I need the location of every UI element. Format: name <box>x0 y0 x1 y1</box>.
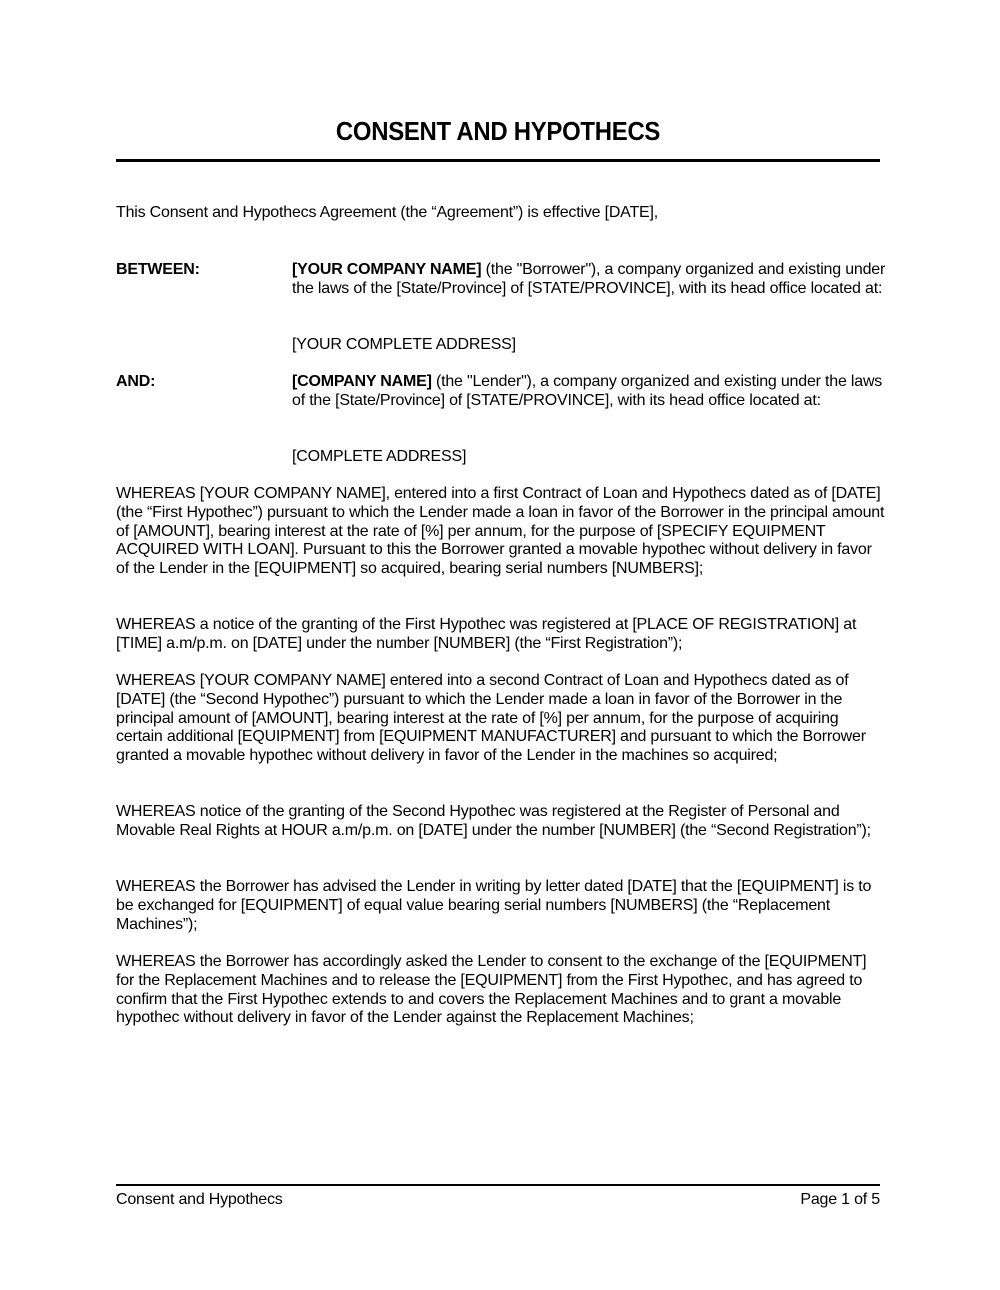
whereas-clause-2: WHEREAS a notice of the granting of the First Hypothec was registered at [PLACE OF REGISTRATION] at [TIME] a.m/p.m. on [DATE] under the number [NUMBER] (the “First Registration”); <box>116 616 857 652</box>
party-address: [COMPLETE ADDRESS] <box>292 448 467 465</box>
title-divider <box>116 159 880 162</box>
footer-divider <box>116 1184 880 1186</box>
party-description <box>292 261 886 299</box>
whereas-clause-4: WHEREAS notice of the granting of the Second Hypothec was registered at the Register of Personal and Movable Real Rights at HOUR a.m/p.m. on [DATE] under the number [NUMBER] (the “Second Registration”); <box>116 803 871 839</box>
intro-paragraph: This Consent and Hypothecs Agreement (the “Agreement”) is effective [DATE], <box>116 204 658 221</box>
whereas-clause-6: WHEREAS the Borrower has accordingly asked the Lender to consent to the exchange of the [EQUIPMENT] for the Replacement Machines and to release the [EQUIPMENT] from the First Hypothec, and has agreed to confirm that the First Hypothec extends to and covers the Replacement Machines and to grant a movable hypothec without delivery in favor of the Lender against the Replacement Machines; <box>116 953 867 1027</box>
party-label: AND: <box>116 373 156 390</box>
whereas-clause-1: WHEREAS [YOUR COMPANY NAME], entered into a first Contract of Loan and Hypothecs dated as of [DATE] (the “First Hypothec”) pursuant to which the Lender made a loan in favor of the Borrower in the principal amount of [AMOUNT], bearing interest at the rate of [%] per annum, for the purpose of [SPECIFY EQUIPMENT ACQUIRED WITH LOAN]. Pursuant to this the Borrower granted a movable hypothec without delivery in favor of the Lender in the [EQUIPMENT] so acquired, bearing serial numbers [NUMBERS]; <box>116 485 885 578</box>
footer-document-name: Consent and Hypothecs <box>116 1191 283 1208</box>
party-address: [YOUR COMPLETE ADDRESS] <box>292 336 516 353</box>
party-name: [COMPANY NAME] <box>292 373 432 390</box>
document-title: CONSENT AND HYPOTHECS <box>335 116 661 146</box>
party-description <box>292 373 886 411</box>
party-details: (the "Lender"), a company organized and existing under the laws of the [State/Province] of [STATE/PROVINCE], with its head office located at: <box>292 373 883 409</box>
whereas-clause-3: WHEREAS [YOUR COMPANY NAME] entered into a second Contract of Loan and Hypothecs dated as of [DATE] (the “Second Hypothec”) pursuant to which the Lender made a loan in favor of the Borrower in the principal amount of [AMOUNT], bearing interest at the rate of [%] per annum, for the purpose of acquiring certain additional [EQUIPMENT] from [EQUIPMENT MANUFACTURER] and pursuant to which the Borrower granted a movable hypothec without delivery in favor of the Lender in the machines so acquired; <box>116 672 866 765</box>
whereas-clause-5: WHEREAS the Borrower has advised the Lender in writing by letter dated [DATE] that the [EQUIPMENT] is to be exchanged for [EQUIPMENT] of equal value bearing serial numbers [NUMBERS] (the “Replacement Machines”); <box>116 878 872 933</box>
party-label: BETWEEN: <box>116 261 200 278</box>
footer-page-number: Page 1 of 5 <box>800 1191 880 1208</box>
party-details: (the "Borrower"), a company organized and existing under the laws of the [State/Province] of [STATE/PROVINCE], with its head office located at: <box>292 261 886 297</box>
party-name: [YOUR COMPANY NAME] <box>292 261 482 278</box>
